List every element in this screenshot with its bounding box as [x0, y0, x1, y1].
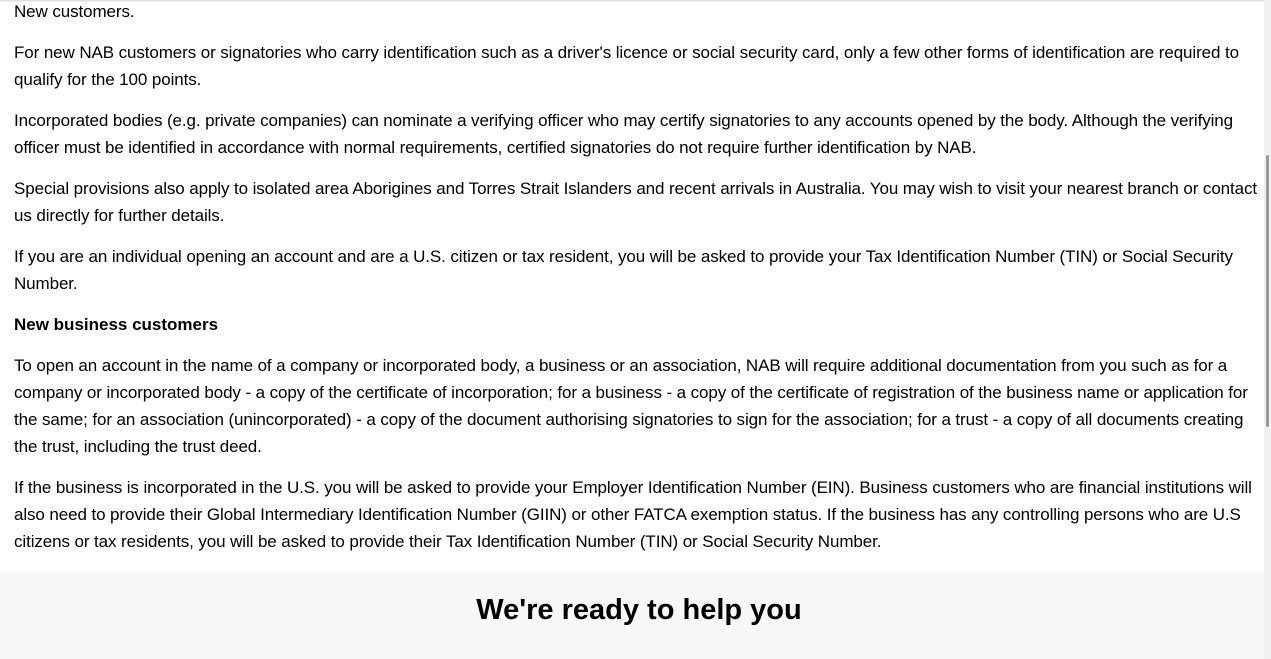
help-section [0, 573, 1264, 659]
help-section-title: We're ready to help you [476, 594, 802, 626]
new-customers-label: New customers. [14, 2, 135, 21]
nab-customers-paragraph: For new NAB customers or signatories who carry identification such as a driver's licence or social security card, only a few other forms of identification are required to qualify for the 100 points. [14, 43, 1239, 89]
incorporated-bodies-paragraph: Incorporated bodies (e.g. private companies) can nominate a verifying officer who may certify signatories to any accounts opened by the body. Although the verifying officer must be identified in accordance with normal requirements, certified signatories do not require further identification by NAB. [14, 111, 1234, 157]
business-us-paragraph: If the business is incorporated in the U.S. you will be asked to provide your Employer Identification Number (EIN). Business customers who are financial institutions will also need to provide their Global Intermediary Identification Number (GIIN) or other FATCA exemption status. If the business has any controlling persons who are U.S citizens or tax residents, you will be asked to provide their Tax Identification Number (TIN) or Social Security Number. [14, 478, 1252, 551]
business-customers-heading: New business customers [14, 315, 219, 334]
special-provisions-paragraph: Special provisions also apply to isolated area Aborigines and Torres Strait Islanders and recent arrivals in Australia. You may wish to visit your nearest branch or contact us directly for further details. [14, 179, 1258, 225]
page-scrollbar[interactable] [1264, 0, 1271, 659]
business-documents-paragraph: To open an account in the name of a company or incorporated body, a business or an association, NAB will require additional documentation from you such as for a company or incorporated body - a copy of the certificate of incorporation; for a business - a copy of the certificate of registration of the business name or application for the same; for an association (unincorporated) - a copy of the document authorising signatories to sign for the association; for a trust - a copy of all documents creating the trust, including the trust deed. [14, 356, 1248, 456]
us-individual-paragraph: If you are an individual opening an account and are a U.S. citizen or tax resident, you will be asked to provide your Tax Identification Number (TIN) or Social Security Number. [14, 247, 1233, 293]
main-content [14, 0, 1264, 569]
scrollbar-thumb[interactable] [1266, 155, 1269, 427]
